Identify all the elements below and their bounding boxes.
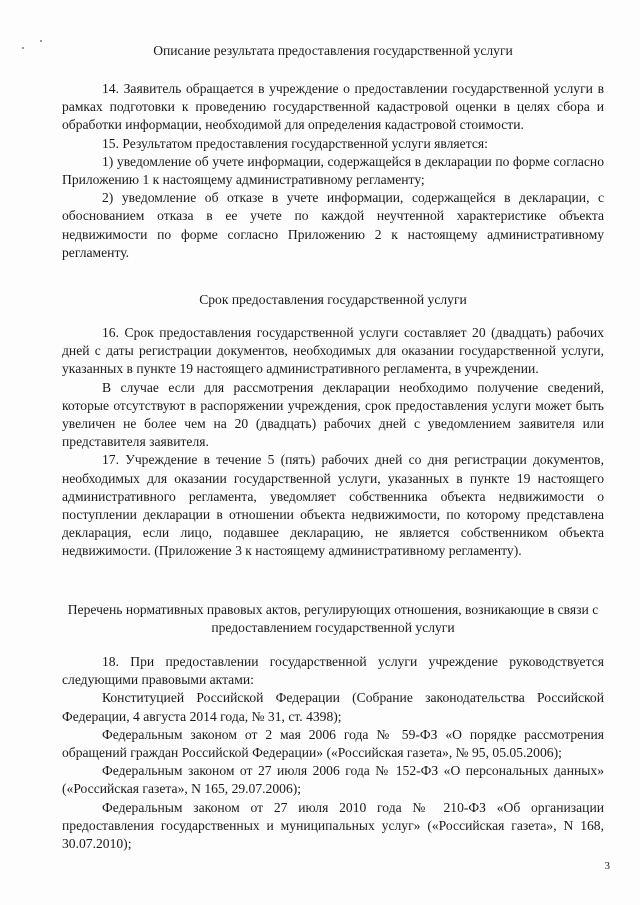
section-body-legal-acts	[62, 653, 604, 853]
scan-speck	[22, 47, 24, 49]
page-number: 3	[604, 860, 610, 872]
legal-act-210-fz: Федеральным законом от 27 июля 2010 года № 210-ФЗ «Об организации предоставления государственных и муниципальных услуг» («Российская газета», N 168, 30.07.2010);	[62, 799, 604, 852]
section-heading-term: Срок предоставления государственной услуги	[199, 292, 467, 307]
paragraph-14: 14. Заявитель обращается в учреждение о предоставлении государственной услуги в рамках подготовки к проведению государственной кадастровой оценки в целях сбора и обработки информации, необходимой для определения кадастровой стоимости.	[62, 81, 604, 133]
section-body-term	[62, 324, 604, 561]
scan-speck	[40, 40, 42, 42]
legal-act-152-fz: Федеральным законом от 27 июля 2006 года № 152-ФЗ «О персональных данных» («Российская газета», N 165, 29.07.2006);	[62, 763, 604, 797]
section-heading-result: Описание результата предоставления государственной услуги	[153, 43, 513, 58]
paragraph-15: 15. Результатом предоставления государственной услуги является:	[102, 135, 488, 151]
legal-act-59-fz: Федеральным законом от 2 мая 2006 года № 59-ФЗ «О порядке рассмотрения обращений граждан Российской Федерации» («Российская газета», № 95, 05.05.2006);	[62, 726, 604, 761]
paragraph-18: 18. При предоставлении государственной услуги учреждение руководствуется следующими правовыми актами:	[62, 654, 604, 688]
paragraph-15-item-2: 2) уведомление об отказе в учете информации, содержащейся в декларации, с обоснованием отказа в ее учете по каждой неучтенной характеристике объекта недвижимости по форме согласно Приложению 2 к настоящему административному регламенту.	[62, 190, 604, 260]
section-heading-legal-acts: Перечень нормативных правовых актов, регулирующих отношения, возникающие в связи с предоставлением государственной услуги	[67, 602, 599, 636]
paragraph-16: 16. Срок предоставления государственной услуги составляет 20 (двадцать) рабочих дней с даты регистрации документов, необходимых для оказании государственной услуги, указанных в пункте 19 настоящего административного регламента, в учреждении.	[62, 325, 604, 377]
legal-act-constitution: Конституцией Российской Федерации (Собрание законодательства Российской Федерации, 4 августа 2014 года, № 31, ст. 4398);	[62, 690, 604, 724]
paragraph-16-extension: В случае если для рассмотрения декларации необходимо получение сведений, которые отсутствуют в распоряжении учреждения, срок предоставления услуги может быть увеличен не более чем на 20 (двадцать) рабочих дней с уведомлением заявителя или представителя заявителя.	[62, 379, 604, 450]
section-body-result	[62, 80, 604, 262]
paragraph-15-item-1: 1) уведомление об учете информации, содержащейся в декларации по форме согласно Приложению 1 к настоящему административному регламенту;	[62, 153, 604, 188]
paragraph-17: 17. Учреждение в течение 5 (пять) рабочих дней со дня регистрации документов, необходимых для оказании государственной услуги, указанных в пункте 19 настоящего административного регламента, уведомляет собственника объекта недвижимости о поступлении декларации в отношении объекта недвижимости, по которому представлена декларация, если лицо, подавшее декларацию, не является собственником объекта недвижимости. (Приложение 3 к настоящему административному регламенту).	[62, 452, 604, 559]
